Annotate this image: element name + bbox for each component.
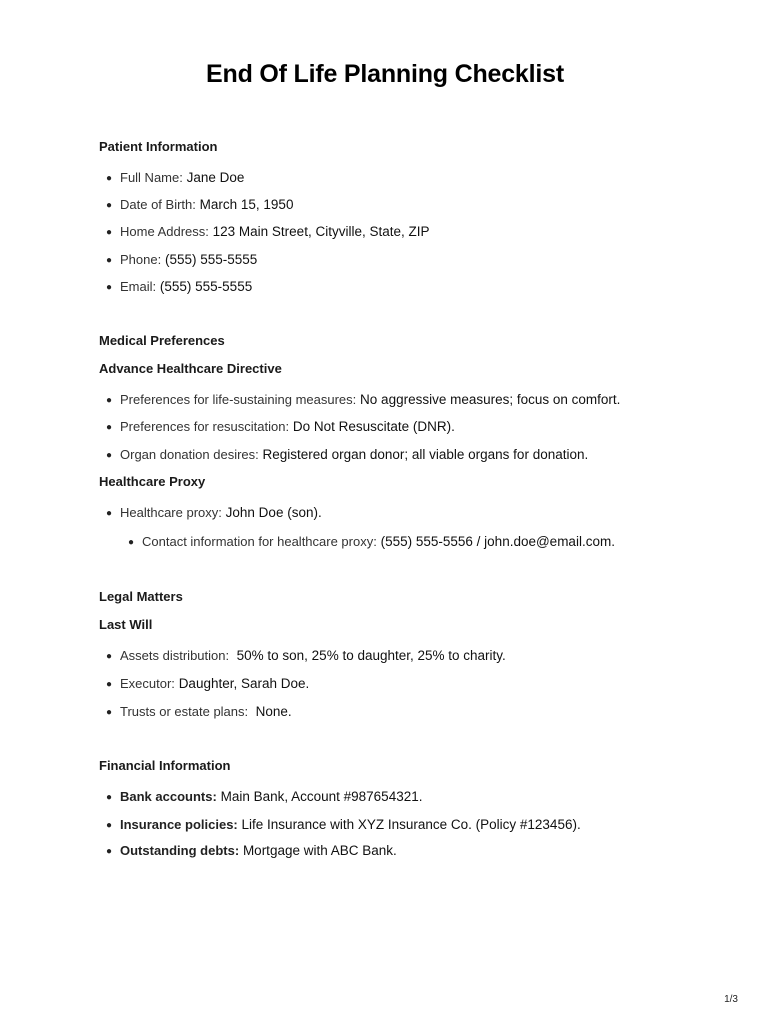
item-value: Do Not Resuscitate (DNR). — [292, 419, 455, 434]
item-label: Email: — [120, 279, 157, 294]
item-value: March 15, 1950 — [199, 197, 294, 212]
bullet-icon: ● — [106, 227, 113, 238]
bullet-icon: ● — [106, 422, 113, 433]
item-label: Outstanding debts: — [120, 843, 240, 858]
item-value: (555) 555-5555 — [164, 252, 258, 267]
item-value: 50% to son, 25% to daughter, 25% to charity. — [236, 648, 506, 663]
page-title: End Of Life Planning Checklist — [206, 60, 564, 88]
bullet-icon: ● — [106, 820, 113, 831]
item-value: Daughter, Sarah Doe. — [178, 676, 310, 691]
list-item — [106, 842, 397, 861]
bullet-icon: ● — [106, 282, 113, 293]
section-heading-medical-preferences: Medical Preferences — [99, 333, 225, 348]
item-label: Healthcare proxy: — [120, 505, 222, 520]
item-label: Bank accounts: — [120, 789, 217, 804]
item-label: Organ donation desires: — [120, 447, 259, 462]
item-value: Jane Doe — [186, 170, 245, 185]
item-value: John Doe (son). — [225, 505, 322, 520]
list-item — [106, 418, 455, 437]
list-item — [106, 703, 292, 722]
bullet-icon: ● — [106, 508, 113, 519]
item-value: Life Insurance with XYZ Insurance Co. (Policy #123456). — [241, 817, 581, 832]
bullet-icon: ● — [106, 846, 113, 857]
section-heading-financial-information: Financial Information — [99, 758, 231, 773]
bullet-icon: ● — [128, 537, 135, 548]
list-item — [106, 391, 620, 410]
bullet-icon: ● — [106, 651, 113, 662]
item-value: None. — [255, 704, 292, 719]
item-value: Mortgage with ABC Bank. — [242, 843, 397, 858]
bullet-icon: ● — [106, 450, 113, 461]
list-item — [106, 788, 422, 807]
list-item — [106, 196, 293, 215]
bullet-icon: ● — [106, 792, 113, 803]
list-item — [106, 675, 309, 694]
item-label: Executor: — [120, 676, 175, 691]
item-label: Contact information for healthcare proxy: — [142, 534, 377, 549]
item-label: Assets distribution: — [120, 648, 230, 663]
section-heading-patient-information: Patient Information — [99, 139, 218, 154]
item-label: Home Address: — [120, 224, 209, 239]
item-value: Registered organ donor; all viable organs for donation. — [262, 447, 589, 462]
item-label: Preferences for life-sustaining measures: — [120, 392, 357, 407]
list-item — [106, 446, 588, 465]
list-item — [106, 504, 322, 523]
bullet-icon: ● — [106, 255, 113, 266]
item-label: Preferences for resuscitation: — [120, 419, 290, 434]
list-item — [106, 816, 581, 835]
bullet-icon: ● — [106, 679, 113, 690]
item-value: Main Bank, Account #987654321. — [220, 789, 423, 804]
item-value: (555) 555-5555 — [159, 279, 253, 294]
list-item — [106, 647, 506, 666]
item-label: Trusts or estate plans: — [120, 704, 249, 719]
item-label: Insurance policies: — [120, 817, 238, 832]
list-item — [106, 278, 252, 297]
page-number: 1/3 — [724, 994, 738, 1005]
bullet-icon: ● — [106, 395, 113, 406]
list-item — [106, 251, 257, 270]
item-label: Full Name: — [120, 170, 183, 185]
item-label: Date of Birth: — [120, 197, 196, 212]
item-value: (555) 555-5556 / john.doe@email.com. — [380, 534, 615, 549]
item-label: Phone: — [120, 252, 162, 267]
list-item — [106, 223, 429, 242]
subsection-heading-advance-directive: Advance Healthcare Directive — [99, 361, 282, 376]
bullet-icon: ● — [106, 707, 113, 718]
item-value: No aggressive measures; focus on comfort. — [360, 392, 621, 407]
list-item — [128, 533, 615, 552]
list-item — [106, 169, 244, 188]
subsection-heading-healthcare-proxy: Healthcare Proxy — [99, 474, 206, 489]
subsection-heading-last-will: Last Will — [99, 617, 153, 632]
bullet-icon: ● — [106, 173, 113, 184]
section-heading-legal-matters: Legal Matters — [99, 589, 183, 604]
bullet-icon: ● — [106, 200, 113, 211]
item-value: 123 Main Street, Cityville, State, ZIP — [212, 224, 430, 239]
